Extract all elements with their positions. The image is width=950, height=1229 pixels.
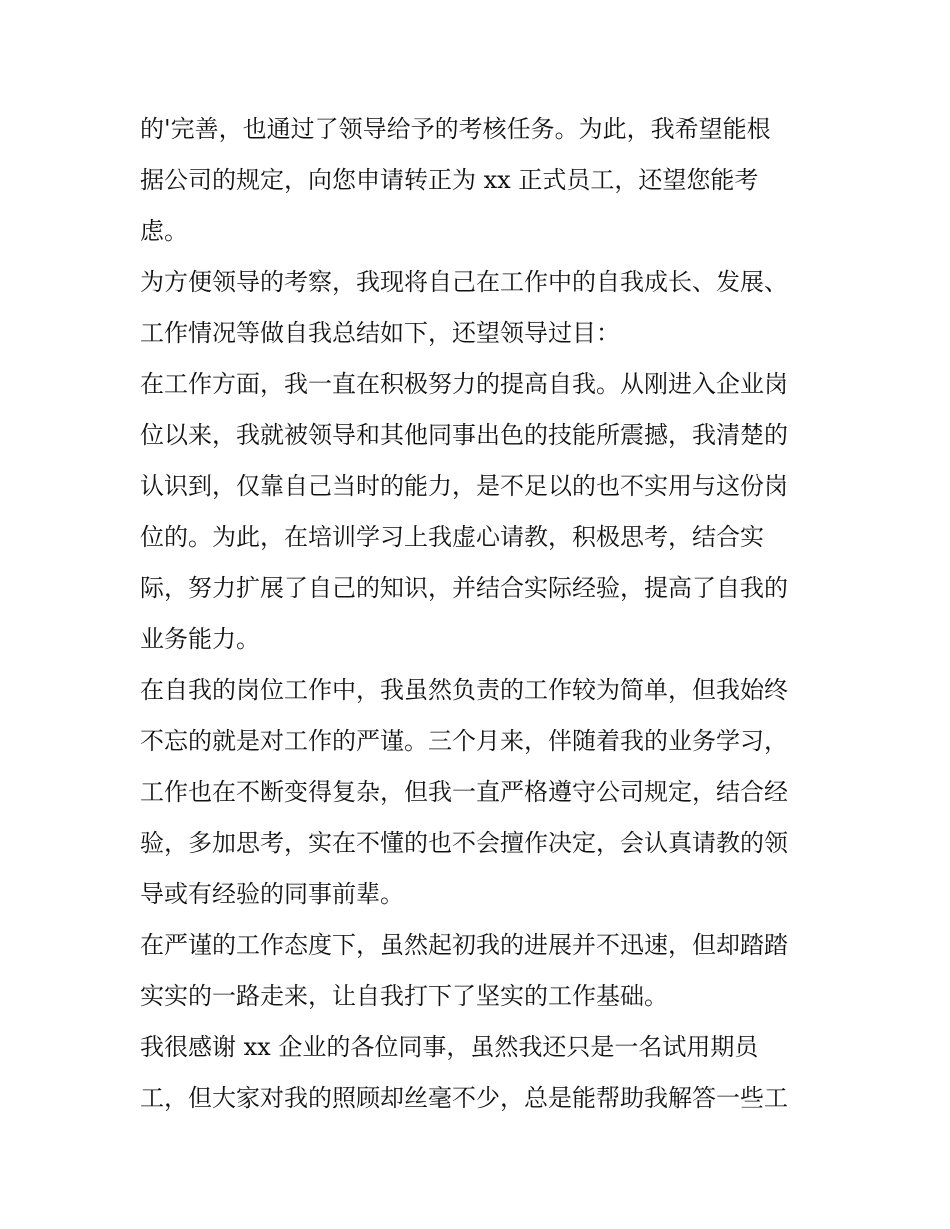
text-line: 工作也在不断变得复杂，但我一直严格遵守公司规定，结合经 (140, 778, 788, 806)
text-line: 的'完善，也通过了领导给予的考核任务。为此，我希望能根 (140, 115, 771, 143)
text-line: 业务能力。 (140, 625, 260, 653)
text-line: 据公司的规定，向您申请转正为 xx 正式员工，还望您能考 (140, 166, 759, 194)
text-line: 际，努力扩展了自己的知识，并结合实际经验，提高了自我的 (140, 574, 788, 602)
text-line: 认识到，仅靠自己当时的能力，是不足以的也不实用与这份岗 (140, 472, 788, 500)
text-line: 不忘的就是对工作的严谨。三个月来，伴随着我的业务学习， (140, 727, 788, 755)
text-line: 实实的一路走来，让自我打下了坚实的工作基础。 (140, 982, 668, 1010)
text-line: 在严谨的工作态度下，虽然起初我的进展并不迅速，但却踏踏 (140, 931, 788, 959)
text-line: 位以来，我就被领导和其他同事出色的技能所震撼，我清楚的 (140, 421, 788, 449)
text-line: 验，多加思考，实在不懂的也不会擅作决定，会认真请教的领 (140, 829, 788, 857)
text-line: 位的。为此，在培训学习上我虚心请教，积极思考，结合实 (140, 523, 764, 551)
text-line: 为方便领导的考察，我现将自己在工作中的自我成长、发展、 (140, 268, 788, 296)
text-line: 在工作方面，我一直在积极努力的提高自我。从刚进入企业岗 (140, 370, 788, 398)
text-line: 工作情况等做自我总结如下，还望领导过目： (140, 319, 620, 347)
text-line: 虑。 (140, 217, 188, 245)
text-line: 导或有经验的同事前辈。 (140, 880, 404, 908)
text-line: 我很感谢 xx 企业的各位同事，虽然我还只是一名试用期员 (140, 1033, 759, 1061)
body-text (140, 104, 820, 1124)
text-line: 在自我的岗位工作中，我虽然负责的工作较为简单，但我始终 (140, 676, 788, 704)
text-line: 工，但大家对我的照顾却丝毫不少，总是能帮助我解答一些工 (140, 1084, 788, 1112)
